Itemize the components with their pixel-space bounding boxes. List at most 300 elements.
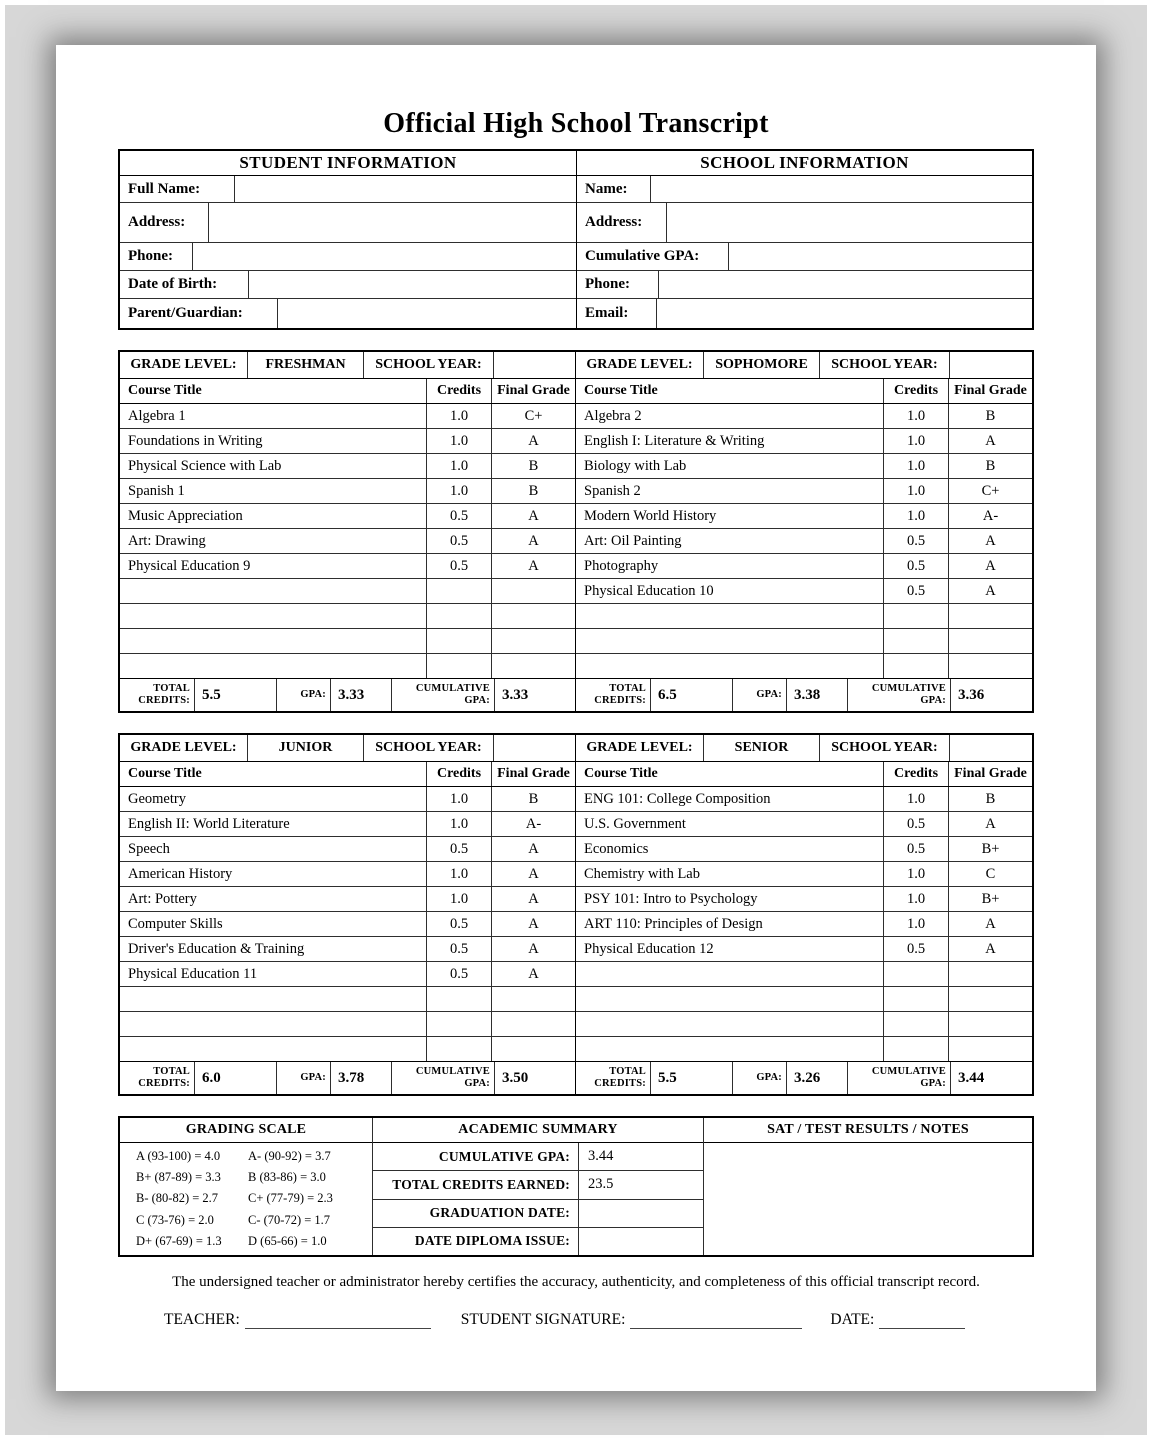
course-grade-cell: B — [985, 407, 996, 424]
grading-scale-line — [136, 1234, 372, 1249]
school-info-section — [576, 151, 1032, 328]
course-title-cell: Driver's Education & Training — [120, 937, 427, 961]
test-results-input[interactable] — [704, 1143, 1032, 1255]
student-info-header: STUDENT INFORMATION — [120, 151, 576, 176]
course-row — [120, 604, 575, 629]
grading-scale-entry: B+ (87-89) = 3.3 — [136, 1170, 221, 1185]
academic-summary-value-input[interactable] — [579, 1200, 703, 1227]
empty-course-title-cell[interactable] — [120, 1037, 427, 1061]
course-grade-cell: A — [528, 865, 539, 882]
field-label: Full Name: — [120, 176, 235, 202]
total-credits-value: 6.5 — [651, 679, 733, 711]
course-grade-cell: A — [528, 557, 539, 574]
course-row — [120, 937, 575, 962]
grading-scale-line — [136, 1149, 372, 1164]
total-credits-label: TOTAL CREDITS: — [120, 679, 195, 711]
teacher-signature-label: TEACHER: — [164, 1311, 240, 1328]
field-value-input[interactable] — [209, 203, 576, 242]
course-title-cell: ENG 101: College Composition — [576, 787, 884, 811]
cumulative-gpa-label: CUMULATIVE GPA: — [848, 1062, 951, 1094]
field-label: Cumulative GPA: — [577, 243, 729, 270]
grading-scale-entry: B (83-86) = 3.0 — [248, 1170, 326, 1185]
course-title-cell: Algebra 1 — [120, 404, 427, 428]
empty-course-grade-cell[interactable] — [492, 654, 575, 678]
empty-course-grade-cell[interactable] — [949, 987, 1032, 1011]
empty-course-title-cell[interactable] — [576, 987, 884, 1011]
empty-course-title-cell[interactable] — [576, 962, 884, 986]
course-grade-cell: A — [528, 840, 539, 857]
course-credits-cell: 1.0 — [884, 912, 949, 936]
empty-course-credits-cell[interactable] — [427, 579, 492, 603]
course-row — [120, 1012, 575, 1037]
course-row — [576, 554, 1032, 579]
gpa-value: 3.38 — [787, 679, 848, 711]
academic-summary-row — [373, 1171, 703, 1199]
cumulative-gpa-value: 3.36 — [958, 686, 985, 703]
course-credits-cell: 1.0 — [427, 454, 492, 478]
empty-course-credits-cell[interactable] — [884, 629, 949, 653]
cumulative-gpa-value: 3.50 — [502, 1069, 529, 1086]
field-label: Name: — [577, 176, 651, 202]
grading-scale-entry: A- (90-92) = 3.7 — [248, 1149, 331, 1164]
course-row — [120, 787, 575, 812]
empty-course-credits-cell[interactable] — [427, 1012, 492, 1036]
course-title-cell: Algebra 2 — [576, 404, 884, 428]
empty-course-credits-cell[interactable] — [884, 654, 949, 678]
course-row — [576, 887, 1032, 912]
field-value-input[interactable] — [659, 271, 1032, 298]
empty-course-title-cell[interactable] — [120, 987, 427, 1011]
cumulative-gpa-value: 3.33 — [502, 686, 529, 703]
course-grade-cell: A — [985, 532, 996, 549]
total-credits-label: TOTAL CREDITS: — [120, 1062, 195, 1094]
course-grade-cell: B+ — [981, 840, 1000, 857]
course-title-column: Course Title — [576, 762, 884, 786]
course-grade-cell: A- — [982, 507, 999, 524]
course-grade-cell: B — [528, 457, 539, 474]
grade-level-value: SOPHOMORE — [704, 352, 820, 378]
course-row — [120, 837, 575, 862]
academic-summary-row — [373, 1200, 703, 1228]
course-row — [120, 579, 575, 604]
final-grade-column: Final Grade — [954, 383, 1027, 398]
academic-summary-value: 3.44 — [588, 1148, 614, 1165]
grade-level-label: GRADE LEVEL: — [120, 735, 248, 761]
course-grade-cell: A — [985, 582, 996, 599]
final-grade-column: Final Grade — [497, 766, 570, 781]
empty-course-title-cell[interactable] — [120, 629, 427, 653]
info-table — [118, 149, 1034, 330]
grade-level-value: SENIOR — [704, 735, 820, 761]
course-row — [120, 987, 575, 1012]
course-title-cell: English II: World Literature — [120, 812, 427, 836]
course-credits-cell: 1.0 — [884, 787, 949, 811]
course-row — [576, 579, 1032, 604]
cumulative-gpa-label: CUMULATIVE GPA: — [392, 1062, 495, 1094]
empty-course-grade-cell[interactable] — [492, 1037, 575, 1061]
course-grade-cell: A — [528, 940, 539, 957]
info-field-row — [120, 299, 576, 328]
gpa-value: 3.26 — [787, 1062, 848, 1094]
final-grade-column: Final Grade — [954, 766, 1027, 781]
course-credits-cell: 0.5 — [884, 812, 949, 836]
academic-summary-label: CUMULATIVE GPA: — [373, 1143, 579, 1170]
course-title-cell: PSY 101: Intro to Psychology — [576, 887, 884, 911]
empty-course-grade-cell[interactable] — [949, 604, 1032, 628]
grading-scale-line — [136, 1191, 372, 1206]
empty-course-title-cell[interactable] — [120, 1012, 427, 1036]
field-value-input[interactable] — [193, 243, 576, 270]
empty-course-title-cell[interactable] — [120, 654, 427, 678]
course-credits-cell: 1.0 — [427, 404, 492, 428]
empty-course-title-cell[interactable] — [576, 1037, 884, 1061]
grading-scale-line — [136, 1170, 372, 1185]
course-credits-cell: 0.5 — [427, 937, 492, 961]
empty-course-credits-cell[interactable] — [427, 654, 492, 678]
field-value-input[interactable] — [657, 299, 1032, 328]
info-field-row — [120, 176, 576, 203]
grading-scale-entry: B- (80-82) = 2.7 — [136, 1191, 219, 1206]
empty-course-title-cell[interactable] — [120, 604, 427, 628]
grade-level-label: GRADE LEVEL: — [120, 352, 248, 378]
course-credits-cell: 1.0 — [427, 812, 492, 836]
course-title-cell: Physical Science with Lab — [120, 454, 427, 478]
field-label: Date of Birth: — [120, 271, 249, 298]
course-credits-cell: 0.5 — [884, 937, 949, 961]
field-value-input[interactable] — [729, 243, 1032, 270]
course-grade-cell: B+ — [981, 890, 1000, 907]
school-year-input[interactable] — [494, 352, 575, 378]
term-sophomore — [576, 352, 1032, 711]
academic-summary-value-input[interactable] — [579, 1228, 703, 1255]
course-row — [576, 604, 1032, 629]
course-row — [120, 554, 575, 579]
term-freshman — [120, 352, 576, 711]
credits-column: Credits — [884, 762, 949, 786]
course-credits-cell: 0.5 — [427, 837, 492, 861]
course-row — [576, 429, 1032, 454]
student-signature-line[interactable] — [630, 1313, 802, 1329]
empty-course-grade-cell[interactable] — [949, 962, 1032, 986]
course-credits-cell: 0.5 — [427, 504, 492, 528]
course-grade-cell: A — [528, 432, 539, 449]
course-title-cell: Modern World History — [576, 504, 884, 528]
total-credits-value: 6.0 — [195, 1062, 277, 1094]
course-grade-cell: B — [528, 790, 539, 807]
course-title-cell: Spanish 1 — [120, 479, 427, 503]
course-grade-cell: C — [985, 865, 996, 882]
course-credits-cell: 0.5 — [427, 529, 492, 553]
course-row — [120, 404, 575, 429]
course-row — [120, 529, 575, 554]
grade-level-label: GRADE LEVEL: — [576, 735, 704, 761]
empty-course-title-cell[interactable] — [576, 654, 884, 678]
academic-summary-value: 23.5 — [588, 1176, 614, 1193]
course-row — [576, 912, 1032, 937]
course-grade-cell: A- — [525, 815, 542, 832]
empty-course-title-cell[interactable] — [120, 579, 427, 603]
empty-course-grade-cell[interactable] — [492, 604, 575, 628]
empty-course-grade-cell[interactable] — [949, 1037, 1032, 1061]
grading-scale-line — [136, 1213, 372, 1228]
grade-level-value: JUNIOR — [248, 735, 364, 761]
total-credits-value: 5.5 — [651, 1062, 733, 1094]
course-row — [576, 479, 1032, 504]
student-info-section — [120, 151, 576, 328]
empty-course-grade-cell[interactable] — [949, 654, 1032, 678]
course-title-cell: Physical Education 11 — [120, 962, 427, 986]
course-row — [120, 454, 575, 479]
course-row — [576, 937, 1032, 962]
course-credits-cell: 1.0 — [427, 429, 492, 453]
empty-course-grade-cell[interactable] — [492, 1012, 575, 1036]
course-row — [576, 787, 1032, 812]
field-label: Address: — [120, 203, 209, 242]
course-row — [576, 962, 1032, 987]
school-info-header: SCHOOL INFORMATION — [577, 151, 1032, 176]
course-grade-cell: A — [985, 915, 996, 932]
course-title-cell: Art: Oil Painting — [576, 529, 884, 553]
course-row — [120, 912, 575, 937]
empty-course-grade-cell[interactable] — [949, 1012, 1032, 1036]
grading-scale-entry: C+ (77-79) = 2.3 — [248, 1191, 333, 1206]
grading-scale-entry: C- (70-72) = 1.7 — [248, 1212, 331, 1227]
course-grade-cell: A — [985, 557, 996, 574]
final-grade-column: Final Grade — [497, 383, 570, 398]
gpa-value: 3.78 — [331, 1062, 392, 1094]
course-credits-cell: 1.0 — [427, 479, 492, 503]
total-credits-label: TOTAL CREDITS: — [576, 679, 651, 711]
course-title-column: Course Title — [120, 379, 427, 403]
course-row — [576, 862, 1032, 887]
empty-course-credits-cell[interactable] — [884, 604, 949, 628]
course-row — [576, 629, 1032, 654]
course-title-cell: Physical Education 10 — [576, 579, 884, 603]
course-columns-header — [120, 762, 575, 787]
cumulative-gpa-value: 3.44 — [958, 1069, 985, 1086]
teacher-signature-line[interactable] — [245, 1313, 431, 1329]
course-row — [120, 812, 575, 837]
course-grade-cell: B — [985, 790, 996, 807]
term-totals-row — [120, 1062, 575, 1094]
course-grade-cell: B — [985, 457, 996, 474]
field-label: Parent/Guardian: — [120, 299, 278, 328]
course-credits-cell: 1.0 — [427, 862, 492, 886]
course-title-column: Course Title — [576, 379, 884, 403]
empty-course-grade-cell[interactable] — [492, 629, 575, 653]
credits-column: Credits — [427, 762, 492, 786]
course-title-cell: ART 110: Principles of Design — [576, 912, 884, 936]
academic-summary-label: GRADUATION DATE: — [373, 1200, 579, 1227]
empty-course-title-cell[interactable] — [576, 604, 884, 628]
course-title-cell: Economics — [576, 837, 884, 861]
academic-summary-row — [373, 1228, 703, 1255]
course-grade-cell: C+ — [981, 482, 1000, 499]
course-row — [576, 529, 1032, 554]
school-year-input[interactable] — [494, 735, 575, 761]
empty-course-credits-cell[interactable] — [427, 987, 492, 1011]
field-label: Address: — [577, 203, 667, 242]
course-title-cell: Speech — [120, 837, 427, 861]
course-row — [576, 454, 1032, 479]
empty-course-credits-cell[interactable] — [427, 629, 492, 653]
grade-level-band — [576, 735, 1032, 762]
course-credits-cell: 0.5 — [884, 554, 949, 578]
course-row — [120, 862, 575, 887]
course-row — [576, 404, 1032, 429]
course-title-cell: Geometry — [120, 787, 427, 811]
course-title-cell: Physical Education 9 — [120, 554, 427, 578]
info-field-row — [120, 243, 576, 271]
empty-course-grade-cell[interactable] — [949, 629, 1032, 653]
empty-course-grade-cell[interactable] — [492, 987, 575, 1011]
course-title-cell: Foundations in Writing — [120, 429, 427, 453]
gpa-label: GPA: — [733, 679, 787, 711]
term-senior — [576, 735, 1032, 1094]
empty-course-credits-cell[interactable] — [884, 987, 949, 1011]
cumulative-gpa-label: CUMULATIVE GPA: — [848, 679, 951, 711]
course-row — [576, 654, 1032, 679]
course-row — [120, 504, 575, 529]
course-credits-cell: 1.0 — [427, 787, 492, 811]
course-grade-cell: C+ — [524, 407, 543, 424]
field-value-input[interactable] — [278, 299, 576, 328]
academic-summary-row — [373, 1143, 703, 1171]
academic-summary-label: DATE DIPLOMA ISSUE: — [373, 1228, 579, 1255]
course-grade-cell: A — [528, 915, 539, 932]
empty-course-credits-cell[interactable] — [884, 1012, 949, 1036]
grade-level-value: FRESHMAN — [248, 352, 364, 378]
grade-level-band — [120, 352, 575, 379]
field-value-input[interactable] — [235, 176, 576, 202]
course-row — [120, 1037, 575, 1062]
field-value-input[interactable] — [249, 271, 576, 298]
date-label: DATE: — [830, 1311, 875, 1328]
school-year-label: SCHOOL YEAR: — [364, 735, 494, 761]
course-credits-cell: 1.0 — [427, 887, 492, 911]
course-credits-cell: 1.0 — [884, 862, 949, 886]
field-value-input[interactable] — [667, 203, 1032, 242]
grading-scale-entry: A (93-100) = 4.0 — [136, 1149, 221, 1164]
course-title-cell: Chemistry with Lab — [576, 862, 884, 886]
empty-course-credits-cell[interactable] — [884, 962, 949, 986]
course-title-cell: Photography — [576, 554, 884, 578]
info-field-row — [577, 203, 1032, 243]
course-title-cell: Music Appreciation — [120, 504, 427, 528]
course-credits-cell: 1.0 — [884, 429, 949, 453]
grading-scale-section — [120, 1118, 373, 1255]
term-table-freshman-sophomore — [118, 350, 1034, 713]
course-credits-cell: 0.5 — [427, 962, 492, 986]
course-credits-cell: 1.0 — [884, 454, 949, 478]
empty-course-grade-cell[interactable] — [492, 579, 575, 603]
info-field-row — [120, 203, 576, 243]
page-title: Official High School Transcript — [383, 108, 769, 139]
course-row — [120, 629, 575, 654]
gpa-label: GPA: — [277, 679, 331, 711]
term-totals-row — [576, 679, 1032, 711]
date-line[interactable] — [879, 1313, 965, 1329]
info-field-row — [577, 271, 1032, 299]
course-title-cell: English I: Literature & Writing — [576, 429, 884, 453]
course-row — [120, 479, 575, 504]
summary-table — [118, 1116, 1034, 1257]
course-credits-cell: 1.0 — [884, 887, 949, 911]
empty-course-credits-cell[interactable] — [427, 604, 492, 628]
term-table-junior-senior — [118, 733, 1034, 1096]
empty-course-title-cell[interactable] — [576, 1012, 884, 1036]
course-grade-cell: A — [528, 507, 539, 524]
course-title-cell: Art: Pottery — [120, 887, 427, 911]
field-label: Phone: — [120, 243, 193, 270]
info-field-row — [577, 176, 1032, 203]
course-grade-cell: B — [528, 482, 539, 499]
grading-scale-entry: D (65-66) = 1.0 — [248, 1233, 327, 1248]
course-title-cell: Biology with Lab — [576, 454, 884, 478]
school-year-label: SCHOOL YEAR: — [364, 352, 494, 378]
course-row — [576, 1012, 1032, 1037]
course-title-cell: Computer Skills — [120, 912, 427, 936]
total-credits-value: 5.5 — [195, 679, 277, 711]
grade-level-label: GRADE LEVEL: — [576, 352, 704, 378]
course-grade-cell: A — [985, 432, 996, 449]
course-columns-header — [120, 379, 575, 404]
course-title-cell: U.S. Government — [576, 812, 884, 836]
credits-column: Credits — [427, 379, 492, 403]
school-year-label: SCHOOL YEAR: — [820, 735, 950, 761]
course-columns-header — [576, 762, 1032, 787]
grade-level-band — [120, 735, 575, 762]
transcript-page — [56, 45, 1096, 1391]
certification-text: The undersigned teacher or administrator hereby certifies the accuracy, authenticity, and completeness of this official transcript record. — [172, 1274, 980, 1290]
field-value-input[interactable] — [651, 176, 1032, 202]
field-label: Phone: — [577, 271, 659, 298]
test-results-section — [704, 1118, 1032, 1255]
course-row — [120, 887, 575, 912]
empty-course-credits-cell[interactable] — [427, 1037, 492, 1061]
school-year-input[interactable] — [950, 735, 1032, 761]
grading-scale-entry: C (73-76) = 2.0 — [136, 1212, 214, 1227]
course-title-cell: Physical Education 12 — [576, 937, 884, 961]
term-junior — [120, 735, 576, 1094]
cumulative-gpa-label: CUMULATIVE GPA: — [392, 679, 495, 711]
grading-scale-header: GRADING SCALE — [120, 1118, 372, 1143]
course-columns-header — [576, 379, 1032, 404]
academic-summary-section — [373, 1118, 704, 1255]
course-credits-cell: 0.5 — [427, 912, 492, 936]
course-row — [576, 837, 1032, 862]
info-field-row — [120, 271, 576, 299]
course-credits-cell: 1.0 — [884, 479, 949, 503]
course-row — [120, 962, 575, 987]
course-row — [576, 504, 1032, 529]
course-credits-cell: 0.5 — [884, 837, 949, 861]
course-title-cell: Spanish 2 — [576, 479, 884, 503]
course-grade-cell: A — [528, 965, 539, 982]
test-results-header: SAT / TEST RESULTS / NOTES — [704, 1118, 1032, 1143]
total-credits-label: TOTAL CREDITS: — [576, 1062, 651, 1094]
info-field-row — [577, 299, 1032, 328]
field-label: Email: — [577, 299, 657, 328]
academic-summary-label: TOTAL CREDITS EARNED: — [373, 1171, 579, 1198]
academic-summary-header: ACADEMIC SUMMARY — [373, 1118, 703, 1143]
course-title-cell: American History — [120, 862, 427, 886]
empty-course-credits-cell[interactable] — [884, 1037, 949, 1061]
course-row — [576, 987, 1032, 1012]
grade-level-band — [576, 352, 1032, 379]
school-year-input[interactable] — [950, 352, 1032, 378]
empty-course-title-cell[interactable] — [576, 629, 884, 653]
